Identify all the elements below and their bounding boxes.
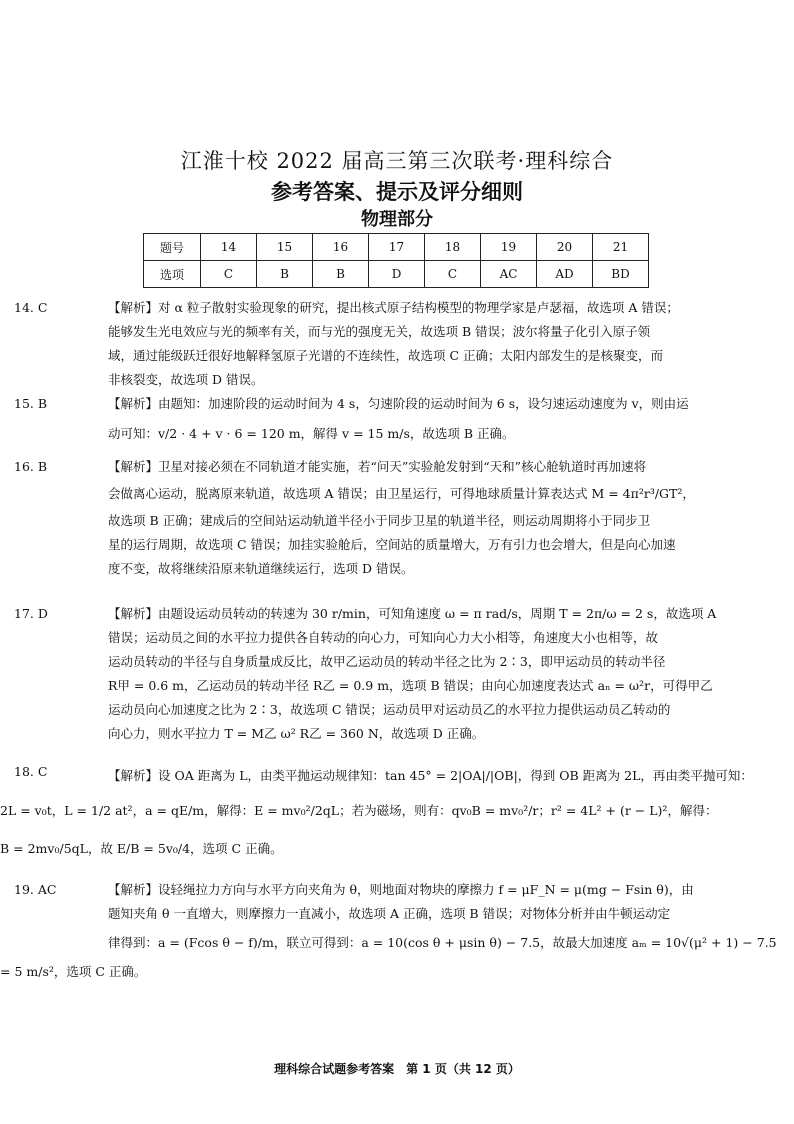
question-label: 18. C (14, 764, 48, 779)
page-footer: 理科综合试题参考答案 第 1 页（共 12 页） (274, 1062, 520, 1076)
question-number: 21 (593, 234, 649, 261)
explanation-line: 【解析】由题设运动员转动的转速为 30 r/min，可知角速度 ω = π rad/s，周期 T = 2π/ω = 2 s，故选项 A (108, 606, 717, 621)
explanation-line: 【解析】卫星对接必须在不同轨道才能实施，若“问天”实验舱发射到“天和”核心舱轨道时再加速将 (108, 459, 647, 474)
explanation-line: 星的运行周期，故选项 C 错误；加挂实验舱后，空间站的质量增大，万有引力也会增大，但是向心加速 (108, 537, 676, 552)
table-row (144, 234, 649, 261)
answer-key-title: 参考答案、提示及评分细则 (271, 180, 523, 204)
question-number: 16 (313, 234, 369, 261)
explanation-line: 【解析】由题知：加速阶段的运动时间为 4 s，匀速阶段的运动时间为 6 s，设匀速运动速度为 v，则由运 (108, 396, 689, 411)
explanation-line: 【解析】设轻绳拉力方向与水平方向夹角为 θ，则地面对物块的摩擦力 f = μF_N = μ(mg − Fsin θ)，由 (108, 882, 694, 897)
question-number: 17 (369, 234, 425, 261)
explanation-line: 错误；运动员之间的水平拉力提供各自转动的向心力，可知向心力大小相等，角速度大小也相等，故 (108, 630, 659, 645)
answer-cell: B (313, 261, 369, 288)
question-number: 18 (425, 234, 481, 261)
question-label: 17. D (14, 606, 48, 621)
explanation-line: 非核裂变，故选项 D 错误。 (108, 372, 264, 387)
question-19-explanation (0, 878, 777, 984)
question-15-explanation (14, 392, 689, 452)
explanation-line: = 5 m/s²，选项 C 正确。 (0, 964, 147, 979)
answer-cell: AC (481, 261, 537, 288)
question-label: 15. B (14, 396, 48, 411)
explanation-line: 【解析】对 α 粒子散射实验现象的研究，提出核式原子结构模型的物理学家是卢瑟福，故选项 A 错误； (108, 300, 679, 315)
answer-cell: C (201, 261, 257, 288)
question-label: 16. B (14, 459, 48, 474)
question-18-explanation (0, 760, 753, 868)
explanation-line: 故选项 B 正确；建成后的空间站运动轨道半径小于同步卫星的轨道半径，则运动周期将小于同步卫 (108, 513, 651, 528)
table-row (144, 261, 649, 288)
explanation-line: 律得到：a = (Fcos θ − f)/m，联立可得到：a = 10(cos θ + μsin θ) − 7.5，故最大加速度 aₘ = 10√(μ² + 1) − 7.5 (108, 935, 777, 950)
explanation-line: 会做离心运动，脱离原来轨道，故选项 A 错误；由卫星运行，可得地球质量计算表达式 M = 4π²r³/GT²， (108, 486, 695, 501)
explanation-line: B = 2mv₀/5qL，故 E/B = 5v₀/4，选项 C 正确。 (0, 841, 283, 856)
answer-cell: D (369, 261, 425, 288)
section-title: 物理部分 (361, 209, 433, 230)
answer-cell: C (425, 261, 481, 288)
explanation-line: 运动员向心加速度之比为 2∶3，故选项 C 错误；运动员甲对运动员乙的水平拉力提供运动员乙转动的 (108, 702, 671, 717)
answer-cell: BD (593, 261, 649, 288)
explanation-line: 动可知：v/2 · 4 + v · 6 = 120 m，解得 v = 15 m/s，故选项 B 正确。 (108, 426, 515, 441)
row-label: 选项 (144, 261, 201, 288)
explanation-line: R甲 = 0.6 m，乙运动员的转动半径 R乙 = 0.9 m，选项 B 错误；由向心加速度表达式 aₙ = ω²r，可得甲乙 (108, 678, 713, 693)
explanation-line: 能够发生光电效应与光的频率有关，而与光的强度无关，故选项 B 错误；波尔将量子化引入原子领 (108, 324, 651, 339)
exam-title: 江淮十校 2022 届高三第三次联考·理科综合 (180, 149, 614, 173)
explanation-line: 度不变，故将继续沿原来轨道继续运行，选项 D 错误。 (108, 561, 414, 576)
question-number: 15 (257, 234, 313, 261)
question-number: 19 (481, 234, 537, 261)
explanation-line: 2L = v₀t，L = 1/2 at²，a = qE/m，解得：E = mv₀²/2qL；若为磁场，则有：qv₀B = mv₀²/r；r² = 4L² + (r − L)²，解得： (0, 803, 718, 818)
explanation-line: 运动员转动的半径与自身质量成反比，故甲乙运动员的转动半径之比为 2∶3，即甲运动员的转动半径 (108, 654, 666, 669)
explanation-line: 【解析】设 OA 距离为 L，由类平抛运动规律知：tan 45° = 2|OA|/|OB|，得到 OB 距离为 2L，再由类平抛可知： (108, 768, 753, 783)
explanation-line: 题知夹角 θ 一直增大，则摩擦力一直减小，故选项 A 正确，选项 B 错误；对物体分析并由牛顿运动定 (108, 906, 671, 921)
question-14-explanation (14, 296, 679, 392)
question-16-explanation (14, 455, 695, 581)
question-number: 20 (537, 234, 593, 261)
question-number: 14 (201, 234, 257, 261)
question-label: 14. C (14, 300, 48, 315)
explanation-line: 域，通过能级跃迁很好地解释氢原子光谱的不连续性，故选项 C 正确；太阳内部发生的是核聚变，而 (108, 348, 664, 363)
question-label: 19. AC (14, 882, 57, 897)
explanation-line: 向心力，则水平拉力 T = M乙 ω² R乙 = 360 N，故选项 D 正确。 (108, 726, 485, 741)
answer-cell: B (257, 261, 313, 288)
answer-cell: AD (537, 261, 593, 288)
row-label: 题号 (144, 234, 201, 261)
question-17-explanation (14, 602, 717, 746)
answer-table (143, 233, 649, 288)
